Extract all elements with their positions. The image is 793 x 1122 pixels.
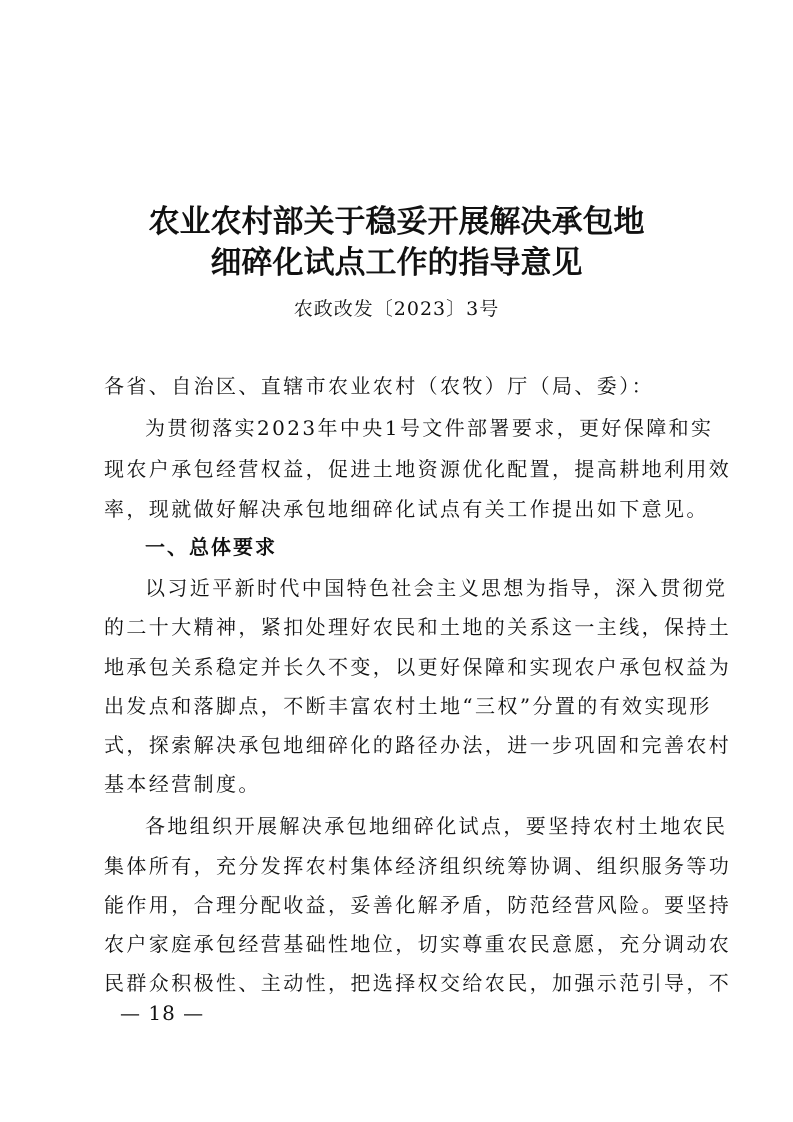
paragraph-line: 民群众积极性、主动性，把选择权交给农民，加强示范引导，不: [104, 971, 732, 995]
document-title-line-1: 农业农村部关于稳妥开展解决承包地: [148, 204, 645, 240]
paragraph-line: 基本经营制度。: [104, 772, 261, 796]
document-number: 农政改发〔2023〕3号: [293, 298, 500, 320]
paragraph-line: 式，探索解决承包地细碎化的路径办法，进一步巩固和完善农村: [104, 733, 732, 757]
paragraph-line: 的二十大精神，紧扣处理好农民和土地的关系这一主线，保持土: [104, 615, 732, 639]
intro-line: 为贯彻落实2023年中央1号文件部署要求，更好保障和实: [145, 416, 714, 440]
paragraph-line: 农户家庭承包经营基础性地位，切实尊重农民意愿，充分调动农: [104, 932, 732, 956]
intro-line: 率，现就做好解决承包地细碎化试点有关工作提出如下意见。: [104, 497, 709, 521]
section-heading: 一、总体要求: [145, 535, 277, 559]
paragraph-line: 以习近平新时代中国特色社会主义思想为指导，深入贯彻党: [145, 576, 728, 600]
paragraph-line: 各地组织开展解决承包地细碎化试点，要坚持农村土地农民: [145, 814, 728, 838]
paragraph-line: 地承包关系稳定并长久不变，以更好保障和实现农户承包权益为: [104, 655, 732, 679]
paragraph-line: 集体所有，充分发挥农村集体经济组织统筹协调、组织服务等功: [104, 854, 732, 878]
intro-line: 现农户承包经营权益，促进土地资源优化配置，提高耕地利用效: [104, 457, 732, 481]
paragraph-line: 能作用，合理分配收益，妥善化解矛盾，防范经营风险。要坚持: [104, 893, 732, 917]
salutation: 各省、自治区、直辖市农业农村（农牧）厅（局、委）：: [104, 374, 654, 398]
document-title-line-2: 细碎化试点工作的指导意见: [210, 245, 583, 281]
page-number: — 18 —: [120, 1001, 205, 1025]
paragraph-line: 出发点和落脚点，不断丰富农村土地“三权”分置的有效实现形: [104, 694, 712, 718]
